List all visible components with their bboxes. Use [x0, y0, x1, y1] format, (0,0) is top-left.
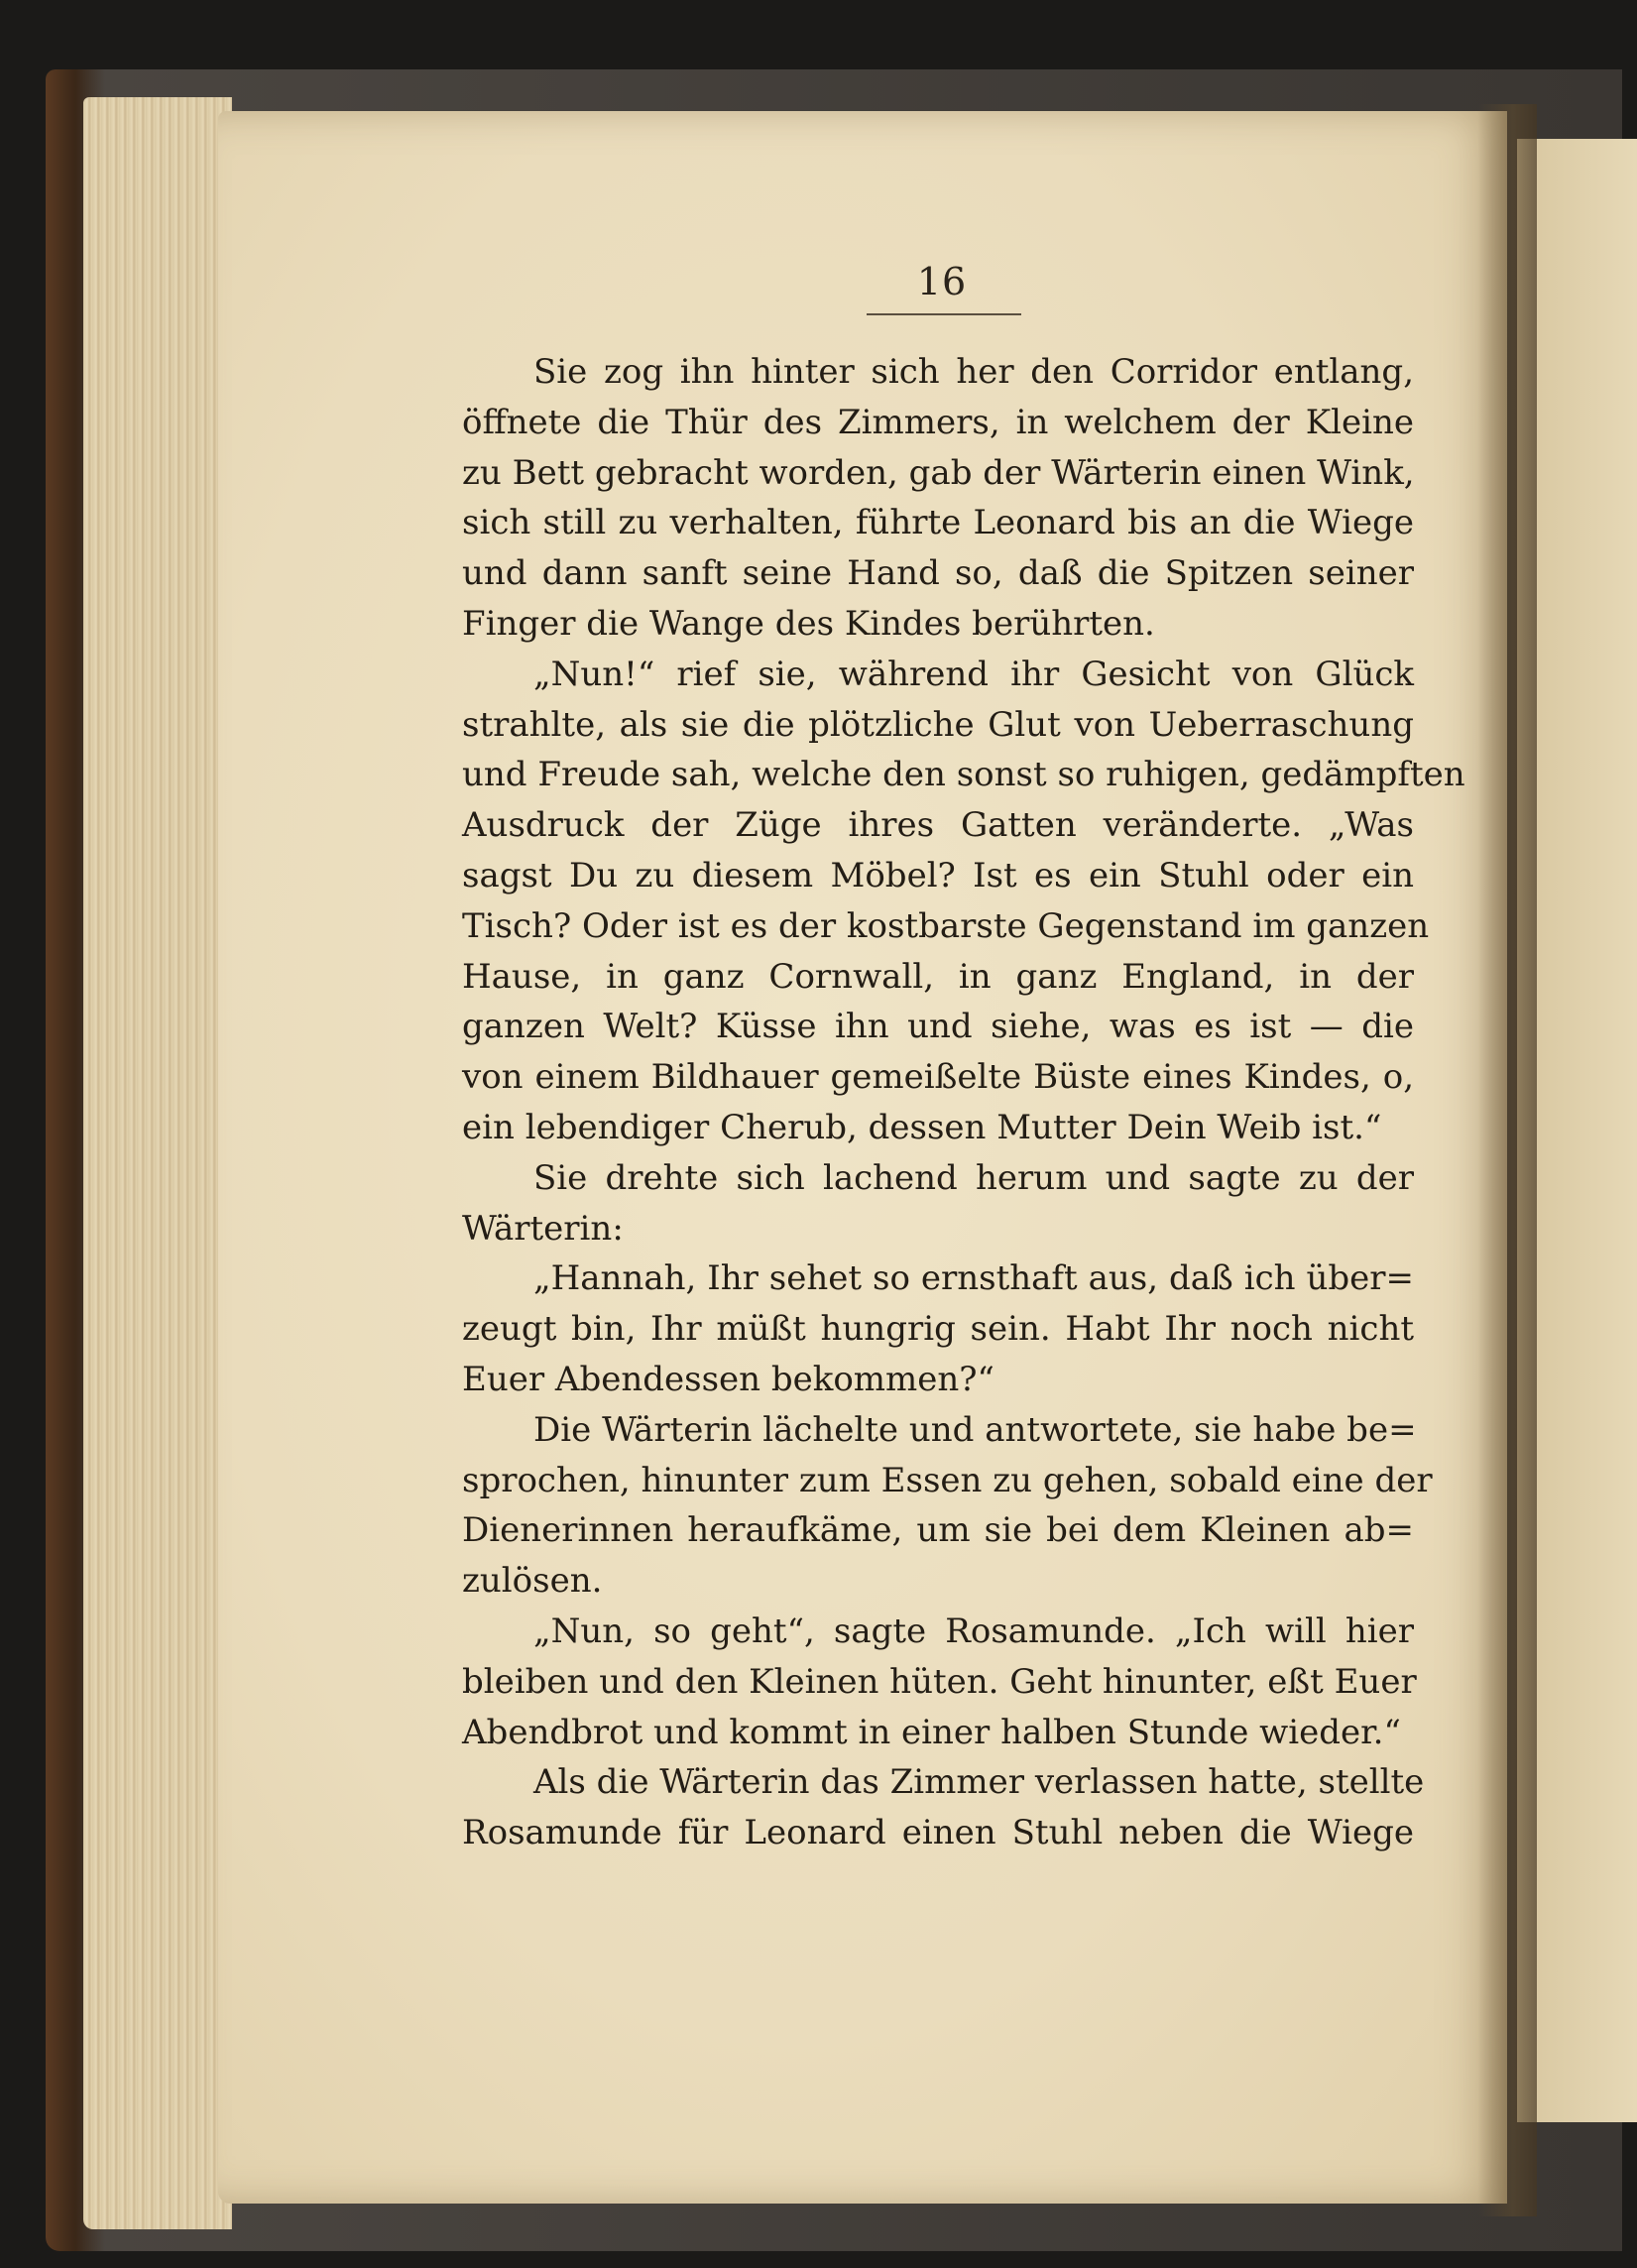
text-line: Sie zog ihn hinter sich her den Corridor entlang,: [533, 352, 1414, 392]
text-line: sagst Du zu diesem Möbel? Ist es ein Stuhl oder ein: [462, 855, 1414, 895]
text-line: strahlte, als sie die plötzliche Glut von Ueberraschung: [462, 704, 1414, 745]
text-line: ein lebendiger Cherub, dessen Mutter Dein Weib ist.“: [462, 1107, 1382, 1147]
text-line: zu Bett gebracht worden, gab der Wärterin einen Wink,: [462, 452, 1415, 493]
text-line: öffnete die Thür des Zimmers, in welchem der Kleine: [462, 402, 1414, 442]
book-gutter: [1477, 104, 1537, 2216]
text-line: Euer Abendessen bekommen?“: [462, 1359, 994, 1399]
text-line: zulösen.: [462, 1561, 603, 1602]
text-line: bleiben und den Kleinen hüten. Geht hinunter, eßt Euer: [462, 1661, 1417, 1702]
text-line: Die Wärterin lächelte und antwortete, sie habe be=: [533, 1409, 1417, 1450]
page-number-rule: [867, 313, 1021, 315]
page-edges: [83, 97, 232, 2229]
text-line: und dann sanft seine Hand so, daß die Spitzen seiner: [462, 553, 1414, 594]
text-line: Sie drehte sich lachend herum und sagte zu der: [533, 1157, 1414, 1198]
text-line: von einem Bildhauer gemeißelte Büste eines Kindes, o,: [462, 1057, 1414, 1098]
text-line: Hause, in ganz Cornwall, in ganz England, in der: [462, 956, 1414, 997]
page-number: 16: [916, 260, 968, 303]
text-line: Rosamunde für Leonard einen Stuhl neben die Wiege: [462, 1813, 1414, 1853]
text-line: „Nun, so geht“, sagte Rosamunde. „Ich will hier: [533, 1611, 1414, 1651]
text-line: Finger die Wange des Kindes berührten.: [462, 603, 1155, 644]
text-line: sprochen, hinunter zum Essen zu gehen, sobald eine der: [462, 1460, 1433, 1500]
text-line: Als die Wärterin das Zimmer verlassen hatte, stellte: [533, 1762, 1425, 1803]
text-line: Abendbrot und kommt in einer halben Stunde wieder.“: [462, 1712, 1401, 1752]
text-line: Dienerinnen heraufkäme, um sie bei dem Kleinen ab=: [462, 1510, 1414, 1551]
text-line: Tisch? Oder ist es der kostbarste Gegenstand im ganzen: [462, 905, 1430, 946]
text-line: „Hannah, Ihr sehet so ernsthaft aus, daß ich über=: [533, 1258, 1414, 1299]
text-line: „Nun!“ rief sie, während ihr Gesicht von Glück: [533, 654, 1414, 694]
text-line: zeugt bin, Ihr müßt hungrig sein. Habt Ihr noch nicht: [462, 1309, 1414, 1350]
body-text: [462, 347, 1465, 1858]
text-line: Wärterin:: [462, 1208, 624, 1249]
text-line: und Freude sah, welche den sonst so ruhigen, gedämpften: [462, 755, 1465, 795]
text-line: sich still zu verhalten, führte Leonard bis an die Wiege: [462, 503, 1414, 543]
text-line: Ausdruck der Züge ihres Gatten veränderte. „Was: [462, 805, 1414, 846]
text-line: ganzen Welt? Küsse ihn und siehe, was es ist — die: [462, 1007, 1414, 1047]
